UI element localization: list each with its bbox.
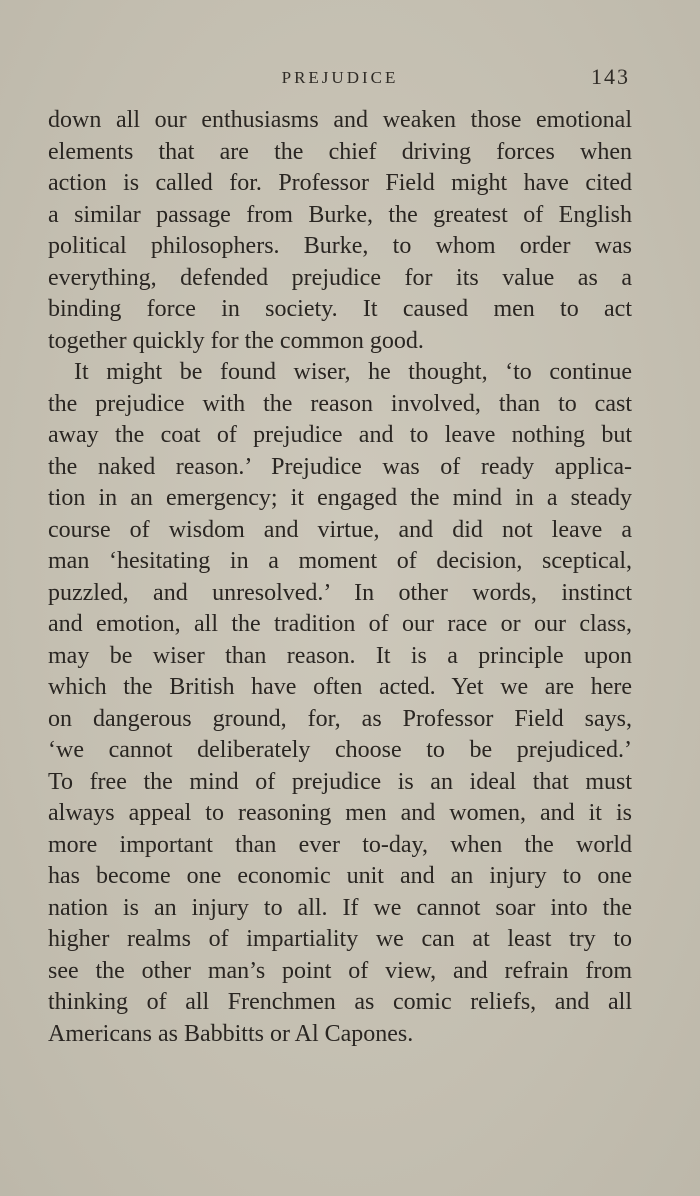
text-line: action is called for. Professor Field might have cited bbox=[48, 170, 632, 196]
text-line: has become one economic unit and an injury to one bbox=[48, 863, 632, 889]
text-line: which the British have often acted. Yet we are here bbox=[48, 674, 632, 700]
running-title: PREJUDICE bbox=[281, 68, 399, 87]
text-line: man ‘hesitating in a moment of decision, sceptical, bbox=[48, 548, 632, 574]
text-line: nation is an injury to all. If we cannot soar into the bbox=[48, 894, 632, 921]
text-line: puzzled, and unresolved.’ In other words, instinct bbox=[48, 579, 632, 606]
text-line: political philosophers. Burke, to whom order was bbox=[48, 233, 632, 259]
page-number: 143 bbox=[591, 64, 630, 89]
text-line: always appeal to reasoning men and women, and it is bbox=[48, 800, 632, 826]
text-line: more important than ever to-day, when the world bbox=[48, 831, 632, 858]
text-line: binding force in society. It caused men to act bbox=[48, 296, 632, 322]
body-text bbox=[48, 105, 632, 1050]
text-line: the naked reason.’ Prejudice was of ready applica- bbox=[48, 453, 632, 480]
text-line: thinking of all Frenchmen as comic reliefs, and all bbox=[48, 989, 632, 1015]
text-line: may be wiser than reason. It is a principle upon bbox=[48, 642, 632, 669]
text-line: tion in an emergency; it engaged the mind in a steady bbox=[48, 485, 632, 511]
text-line: To free the mind of prejudice is an ideal that must bbox=[48, 768, 632, 795]
text-line: course of wisdom and virtue, and did not leave a bbox=[48, 516, 632, 543]
text-line: a similar passage from Burke, the greatest of English bbox=[48, 201, 632, 228]
text-line: ‘we cannot deliberately choose to be prejudiced.’ bbox=[48, 737, 632, 763]
text-line: down all our enthusiasms and weaken those emotional bbox=[48, 107, 632, 133]
text-line: Americans as Babbitts or Al Capones. bbox=[48, 1020, 414, 1047]
text-line: elements that are the chief driving forces when bbox=[48, 138, 632, 165]
running-head bbox=[48, 62, 632, 92]
text-line: It might be found wiser, he thought, ‘to continue bbox=[74, 359, 632, 385]
text-line: the prejudice with the reason involved, than to cast bbox=[48, 390, 632, 417]
text-line: together quickly for the common good. bbox=[48, 327, 424, 354]
text-line: everything, defended prejudice for its value as a bbox=[48, 264, 632, 291]
text-line: away the coat of prejudice and to leave nothing but bbox=[48, 422, 632, 448]
text-line: higher realms of impartiality we can at least try to bbox=[48, 926, 632, 952]
text-line: and emotion, all the tradition of our race or our class, bbox=[48, 611, 632, 637]
text-line: on dangerous ground, for, as Professor Field says, bbox=[48, 705, 632, 732]
text-line: see the other man’s point of view, and refrain from bbox=[48, 957, 632, 984]
